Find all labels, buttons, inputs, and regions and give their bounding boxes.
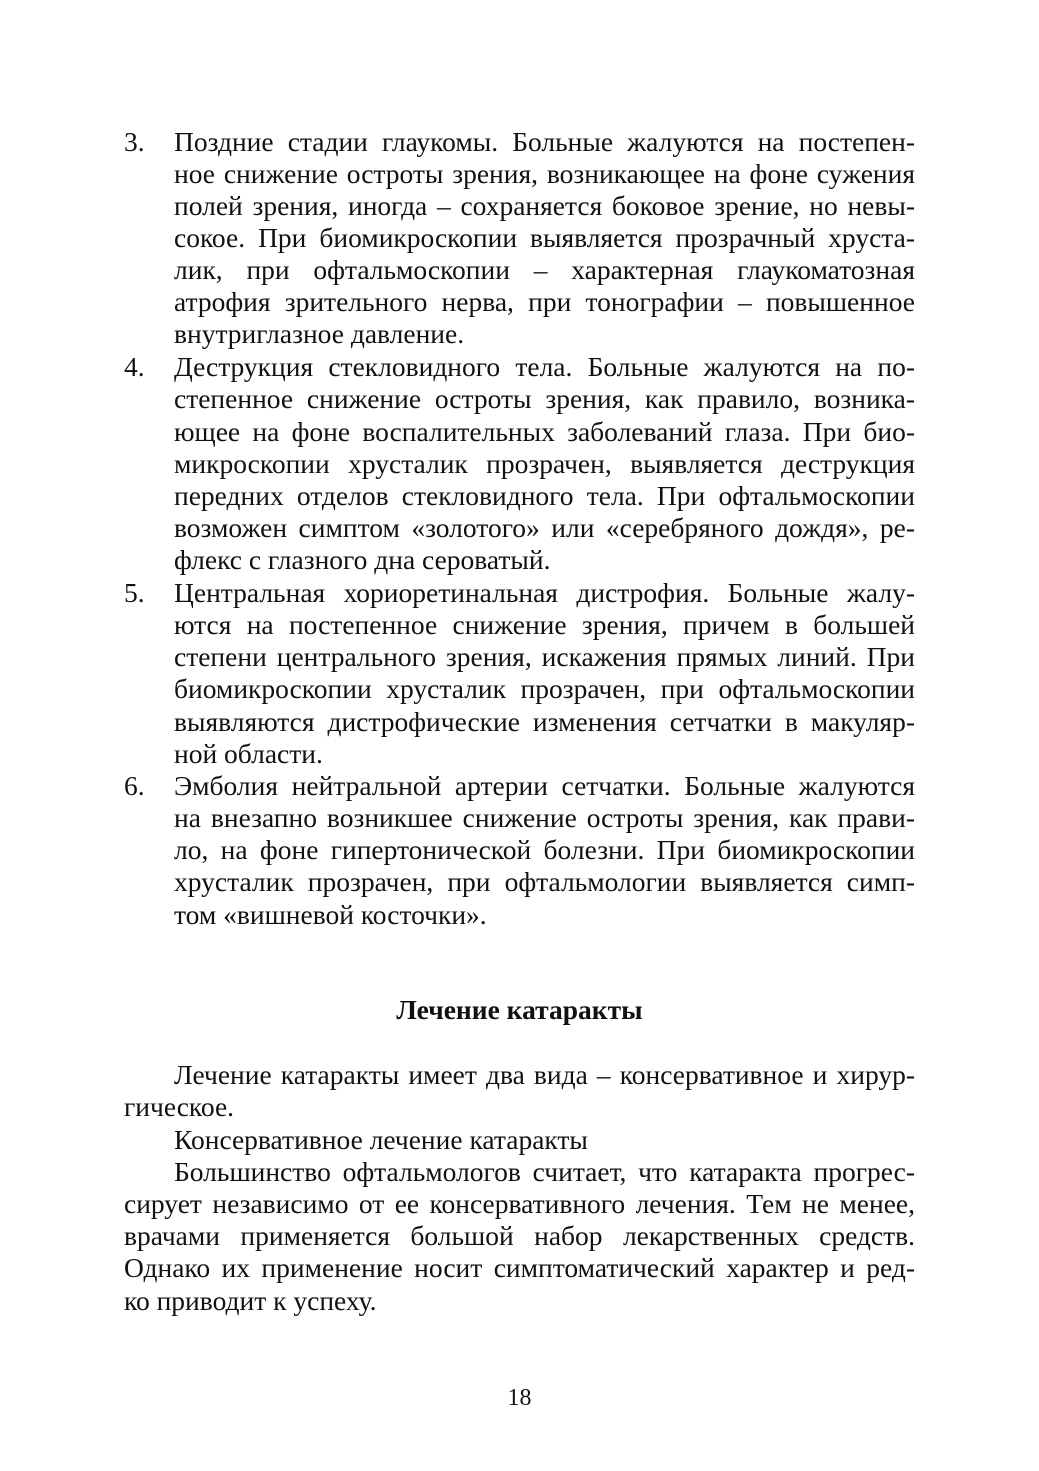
list-item-text-line: Эмболия нейтральной артерии сетчатки. Больные жалуются bbox=[174, 770, 915, 801]
subheading: Консервативное лечение катаракты bbox=[174, 1124, 588, 1155]
paragraph-line: Однако их применение носит симптоматический характер и ред- bbox=[124, 1252, 915, 1283]
list-item-text-line: на внезапно возникшее снижение остроты зрения, как прави- bbox=[174, 802, 915, 833]
page-number: 18 bbox=[507, 1385, 532, 1411]
list-item-number: 6. bbox=[124, 770, 145, 801]
list-item-number: 4. bbox=[124, 351, 145, 382]
list-item-number: 3. bbox=[124, 126, 145, 157]
list-item-text-line: возможен симптом «золотого» или «серебряного дождя», ре- bbox=[174, 512, 915, 543]
list-item-text-line: хрусталик прозрачен, при офтальмологии выявляется симп- bbox=[174, 866, 915, 897]
list-item-text-line: лик, при офтальмоскопии – характерная глаукоматозная bbox=[174, 254, 915, 285]
list-item-text-line: степенное снижение остроты зрения, как правило, возника- bbox=[174, 383, 915, 414]
list-item-text-line: Деструкция стекловидного тела. Больные жалуются на по- bbox=[174, 351, 915, 382]
list-item-text-line: выявляются дистрофические изменения сетчатки в макуляр- bbox=[174, 706, 915, 737]
list-item-text-line: ются на постепенное снижение зрения, причем в большей bbox=[174, 609, 915, 640]
list-item-text-line: ющее на фоне воспалительных заболеваний глаза. При био- bbox=[174, 416, 915, 447]
list-item-text-line: атрофия зрительного нерва, при тонографии – повышенное bbox=[174, 286, 915, 317]
list-item-text-line: Центральная хориоретинальная дистрофия. Больные жалу- bbox=[174, 577, 915, 608]
list-item-text-line: микроскопии хрусталик прозрачен, выявляется деструкция bbox=[174, 448, 915, 479]
list-item-text-line: биомикроскопии хрусталик прозрачен, при офтальмоскопии bbox=[174, 673, 915, 704]
paragraph-line: врачами применяется большой набор лекарственных средств. bbox=[124, 1220, 915, 1251]
list-item-text-line: сокое. При биомикроскопии выявляется прозрачный хруста- bbox=[174, 222, 915, 253]
paragraph-line: ко приводит к успеху. bbox=[124, 1285, 377, 1316]
list-item-text-line: том «вишневой косточки». bbox=[174, 899, 487, 930]
list-item-text-line: полей зрения, иногда – сохраняется боковое зрение, но невы- bbox=[174, 190, 915, 221]
list-item-number: 5. bbox=[124, 577, 145, 608]
list-item-text-line: внутриглазное давление. bbox=[174, 318, 465, 349]
paragraph-line: Лечение катаракты имеет два вида – консервативное и хирур- bbox=[174, 1059, 915, 1090]
paragraph-line: сирует независимо от ее консервативного лечения. Тем не менее, bbox=[124, 1188, 915, 1219]
list-item-text-line: Поздние стадии глаукомы. Больные жалуются на постепен- bbox=[174, 126, 915, 157]
list-item-text-line: ной области. bbox=[174, 738, 323, 769]
list-item-text-line: флекс с глазного дна сероватый. bbox=[174, 544, 551, 575]
section-heading: Лечение катаракты bbox=[396, 994, 643, 1025]
list-item-text-line: передних отделов стекловидного тела. При офтальмоскопии bbox=[174, 480, 915, 511]
paragraph-line: Большинство офтальмологов считает, что катаракта прогрес- bbox=[174, 1156, 915, 1187]
list-item-text-line: ное снижение остроты зрения, возникающее на фоне сужения bbox=[174, 158, 915, 189]
list-item-text-line: ло, на фоне гипертонической болезни. При биомикроскопии bbox=[174, 834, 915, 865]
paragraph-line: гическое. bbox=[124, 1091, 235, 1122]
list-item-text-line: степени центрального зрения, искажения прямых линий. При bbox=[174, 641, 915, 672]
